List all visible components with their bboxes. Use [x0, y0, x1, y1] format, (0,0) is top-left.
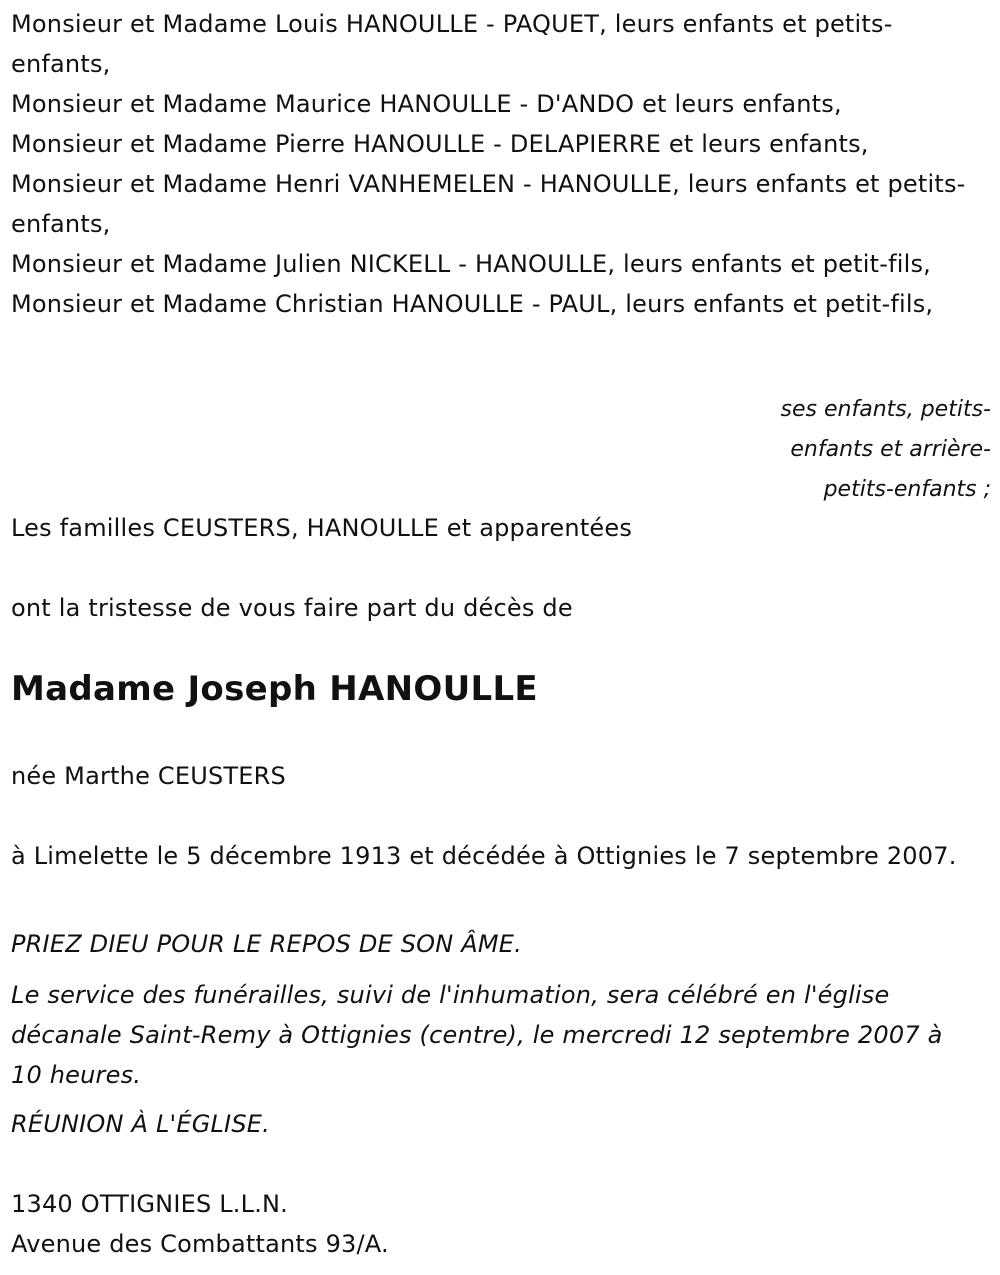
family-entry: Monsieur et Madame Christian HANOULLE - PAUL, leurs enfants et petit-fils, — [11, 290, 934, 318]
descendants-note: ses enfants, petits-enfants et arrière-petits-enfants ; — [780, 397, 991, 502]
maiden-name: née Marthe CEUSTERS — [11, 762, 286, 790]
family-entry: Monsieur et Madame Louis HANOULLE - PAQUET, leurs enfants et petits-enfants, — [11, 10, 893, 78]
family-entry: Monsieur et Madame Julien NICKELL - HANOULLE, leurs enfants et petit-fils, — [11, 250, 932, 278]
related-families: Les familles CEUSTERS, HANOULLE et apparentées — [11, 514, 633, 542]
birth-death-dates: à Limelette le 5 décembre 1913 et décédée à Ottignies le 7 septembre 2007. — [11, 842, 957, 870]
prayer-text: PRIEZ DIEU POUR LE REPOS DE SON ÂME. — [11, 930, 522, 958]
family-entry: Monsieur et Madame Pierre HANOULLE - DELAPIERRE et leurs enfants, — [11, 130, 869, 158]
family-list — [11, 4, 986, 324]
family-entry: Monsieur et Madame Maurice HANOULLE - D'ANDO et leurs enfants, — [11, 90, 842, 118]
address-city: 1340 OTTIGNIES L.L.N. — [11, 1190, 289, 1218]
announcement-text: ont la tristesse de vous faire part du décès de — [11, 594, 573, 622]
address-block — [11, 1184, 389, 1264]
family-entry: Monsieur et Madame Henri VANHEMELEN - HANOULLE, leurs enfants et petits-enfants, — [11, 170, 966, 238]
address-street: Avenue des Combattants 93/A. — [11, 1230, 389, 1258]
meeting-text: RÉUNION À L'ÉGLISE. — [11, 1110, 270, 1138]
deceased-name: Madame Joseph HANOULLE — [11, 669, 538, 709]
funeral-service-text: Le service des funérailles, suivi de l'inhumation, sera célébré en l'église décanale Saint-Remy à Ottignies (centre), le mercredi 12 septembre 2007 à 10 heures. — [11, 981, 943, 1089]
